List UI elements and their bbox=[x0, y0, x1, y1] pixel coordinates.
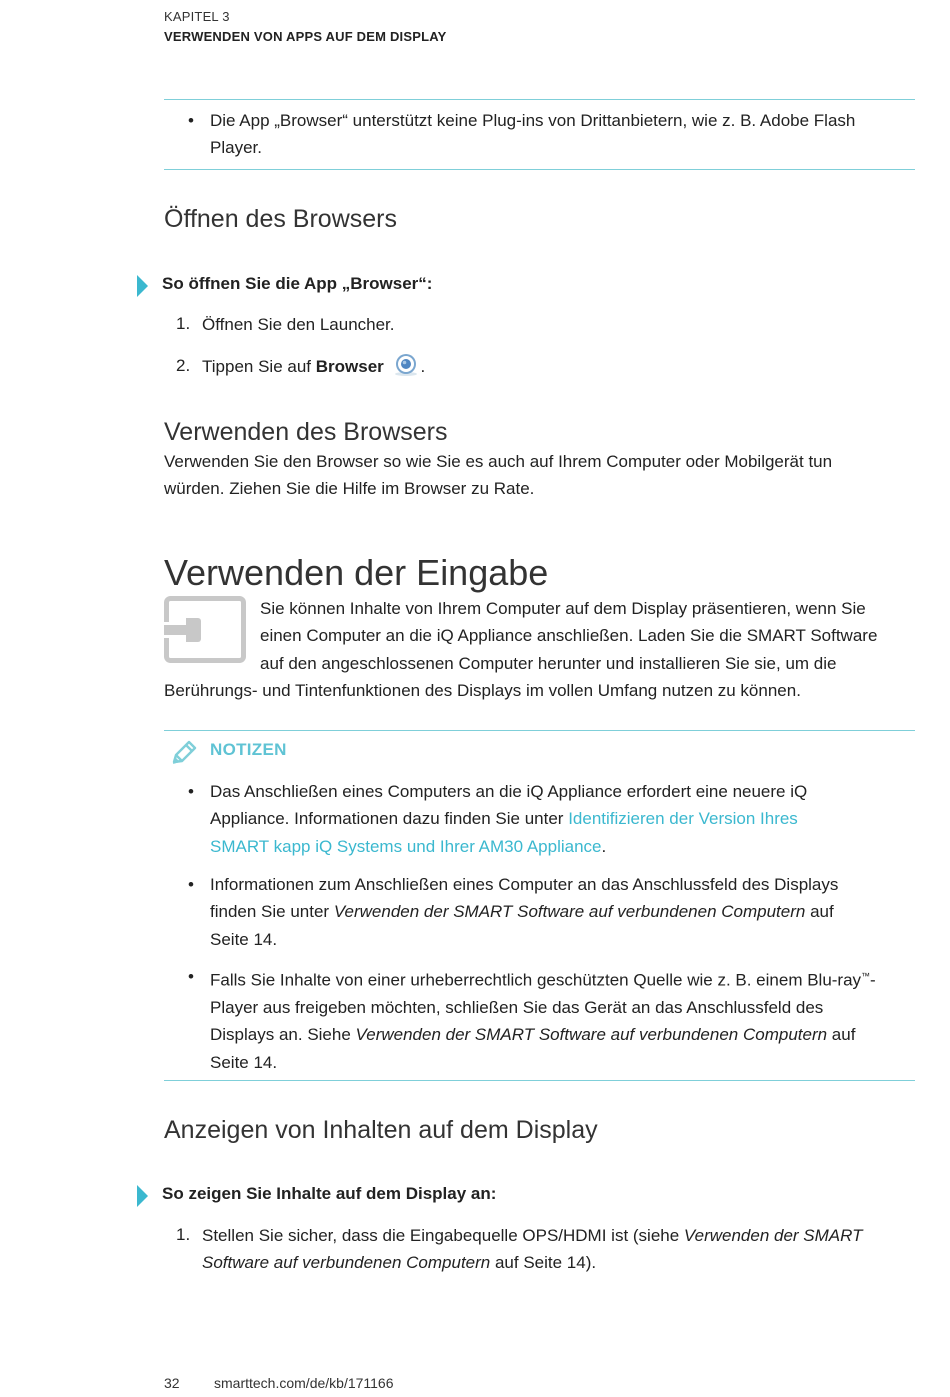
note-text: Falls Sie Inhalte von einer urheberrechtlich geschützten Quelle wie z. B. einem Blu-ray bbox=[210, 970, 862, 990]
section-input-text bbox=[260, 595, 920, 677]
pencil-icon bbox=[170, 740, 198, 771]
version-link[interactable]: SMART kapp iQ Systems und Ihrer AM30 Appliance bbox=[210, 836, 602, 856]
step-text-post: auf Seite 14). bbox=[490, 1253, 597, 1273]
step-number: 1. bbox=[176, 1225, 191, 1244]
paragraph-line: auf den angeschlossenen Computer herunter und installieren Sie sie, um die bbox=[260, 653, 837, 673]
note-line bbox=[210, 898, 915, 925]
note-text: auf bbox=[805, 902, 834, 922]
browser-label: Browser bbox=[315, 357, 384, 376]
cross-reference: Software auf verbundenen Computern bbox=[202, 1253, 491, 1273]
chapter-label: KAPITEL 3 bbox=[164, 9, 230, 24]
note-text: auf bbox=[827, 1025, 856, 1045]
note-line bbox=[210, 805, 915, 832]
note-item-3 bbox=[210, 963, 915, 1076]
section-heading-use-browser: Verwenden des Browsers bbox=[164, 418, 448, 446]
step-number: 1. bbox=[176, 314, 191, 333]
chapter-title: VERWENDEN VON APPS AUF DEM DISPLAY bbox=[164, 29, 447, 44]
bullet: • bbox=[188, 111, 194, 130]
notes-heading: NOTIZEN bbox=[210, 740, 287, 759]
note-line bbox=[210, 833, 915, 860]
bullet: • bbox=[188, 967, 194, 986]
step-line bbox=[202, 1249, 917, 1276]
footer-url[interactable]: smarttech.com/de/kb/171166 bbox=[214, 1375, 394, 1391]
notes-rule-bottom bbox=[164, 1080, 915, 1081]
notes-rule-top bbox=[164, 730, 915, 731]
version-link[interactable]: Identifizieren der Version Ihres bbox=[568, 809, 798, 829]
cross-reference: Verwenden der SMART Software auf verbundenen Computern bbox=[333, 902, 806, 922]
note-line: Player. bbox=[210, 138, 262, 158]
procedure-title-display: So zeigen Sie Inhalte auf dem Display an: bbox=[162, 1184, 497, 1203]
note-rule-bottom bbox=[164, 169, 915, 170]
bullet: • bbox=[188, 782, 194, 801]
note-line: Informationen zum Anschließen eines Computer an das Anschlussfeld des Displays bbox=[210, 875, 839, 894]
note-line: Seite 14. bbox=[210, 929, 278, 949]
paragraph-line: Berührungs- und Tintenfunktionen des Displays im vollen Umfang nutzen zu können. bbox=[164, 681, 801, 700]
procedure-arrow-icon bbox=[137, 1185, 148, 1207]
step-text bbox=[202, 353, 425, 384]
note-text bbox=[210, 107, 910, 162]
step-text: Öffnen Sie den Launcher. bbox=[202, 315, 395, 334]
step-number: 2. bbox=[176, 356, 191, 375]
section-heading-display: Anzeigen von Inhalten auf dem Display bbox=[164, 1116, 598, 1144]
paragraph-line: würden. Ziehen Sie die Hilfe im Browser zu Rate. bbox=[164, 479, 535, 499]
note-line: Das Anschließen eines Computers an die iQ Appliance erfordert eine neuere iQ bbox=[210, 782, 808, 801]
trademark-symbol: ™ bbox=[861, 971, 871, 981]
note-item-2 bbox=[210, 871, 915, 953]
note-line: Seite 14. bbox=[210, 1052, 278, 1072]
note-line bbox=[210, 963, 915, 994]
note-text: - bbox=[870, 970, 876, 990]
step-text-pre: Tippen Sie auf bbox=[202, 357, 316, 376]
step-text-post: . bbox=[420, 357, 426, 376]
page-number: 32 bbox=[164, 1375, 180, 1391]
note-text: . bbox=[601, 836, 607, 856]
cross-reference: Verwenden der SMART bbox=[683, 1226, 863, 1245]
step-line bbox=[202, 1222, 917, 1249]
note-item-1 bbox=[210, 778, 915, 860]
procedure-title-open: So öffnen Sie die App „Browser“: bbox=[162, 274, 433, 293]
paragraph-line: einen Computer an die iQ Appliance anschließen. Laden Sie die SMART Software bbox=[260, 626, 878, 646]
note-text: finden Sie unter bbox=[210, 902, 334, 922]
paragraph-line: Verwenden Sie den Browser so wie Sie es auch auf Ihrem Computer oder Mobilgerät tun bbox=[164, 452, 833, 471]
note-line bbox=[210, 1021, 915, 1048]
section-heading-input: Verwenden der Eingabe bbox=[164, 552, 549, 593]
paragraph-line: Sie können Inhalte von Ihrem Computer auf dem Display präsentieren, wenn Sie bbox=[260, 599, 866, 618]
section-heading-open-browser: Öffnen des Browsers bbox=[164, 205, 397, 233]
browser-app-icon bbox=[392, 354, 420, 384]
step-text-pre: Stellen Sie sicher, dass die Eingabequelle OPS/HDMI ist (siehe bbox=[202, 1226, 684, 1245]
note-text: Appliance. Informationen dazu finden Sie unter bbox=[210, 809, 569, 829]
section-use-text bbox=[164, 448, 914, 503]
note-line: Player aus freigeben möchten, schließen Sie das Gerät an das Anschlussfeld des bbox=[210, 997, 824, 1017]
cross-reference: Verwenden der SMART Software auf verbundenen Computern bbox=[355, 1025, 828, 1045]
step-text bbox=[202, 1222, 917, 1277]
bullet: • bbox=[188, 875, 194, 894]
note-text: Displays an. Siehe bbox=[210, 1025, 356, 1045]
note-rule-top bbox=[164, 99, 915, 100]
input-connector-icon bbox=[164, 596, 246, 668]
procedure-arrow-icon bbox=[137, 275, 148, 297]
note-line: Die App „Browser“ unterstützt keine Plug-ins von Drittanbietern, wie z. B. Adobe Flash bbox=[210, 111, 856, 130]
